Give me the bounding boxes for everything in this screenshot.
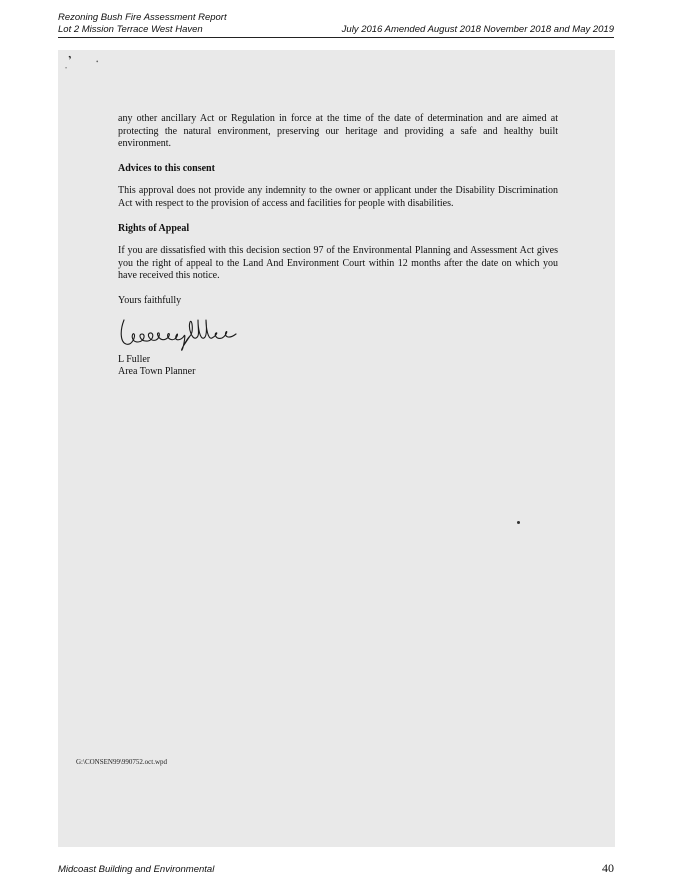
- report-dates: July 2016 Amended August 2018 November 2018 and May 2019: [341, 24, 614, 35]
- signer-name: L Fuller: [118, 353, 151, 365]
- intro-paragraph: any other ancillary Act or Regulation in force at the time of the date of determination and are aimed at protecting the natural environment, preserving our heritage and providing a safe and healthy built environment.: [118, 113, 558, 150]
- page-footer: [58, 861, 614, 876]
- handwritten-signature: [116, 312, 246, 352]
- report-header: [58, 12, 614, 38]
- report-title: Rezoning Bush Fire Assessment Report: [58, 12, 227, 23]
- appeal-paragraph: If you are dissatisfied with this decision section 97 of the Environmental Planning and Assessment Act gives you the right of appeal to the Land And Environment Court within 12 months after the date on which you have received this notice.: [118, 245, 558, 282]
- closing-salutation: Yours faithfully: [118, 294, 182, 306]
- appeal-heading: Rights of Appeal: [118, 222, 190, 234]
- scanned-letter-page: [58, 50, 615, 847]
- advice-paragraph: This approval does not provide any indemnity to the owner or applicant under the Disability Discrimination Act with respect to the provision of access and facilities for people with disabilities.: [118, 185, 558, 209]
- footer-company: Midcoast Building and Environmental: [58, 864, 215, 875]
- file-reference: G:\CONSEN99\990752.oct.wpd: [76, 758, 167, 766]
- letter-body: [118, 113, 558, 378]
- scan-artifact-mark: •: [65, 66, 68, 72]
- scan-artifact-mark: •: [96, 58, 99, 66]
- scan-artifact-mark: ’: [67, 53, 75, 67]
- page-number: 40: [602, 861, 614, 875]
- advice-heading: Advices to this consent: [118, 162, 215, 174]
- signer-title: Area Town Planner: [118, 365, 196, 377]
- report-subheader: [58, 24, 614, 38]
- scan-artifact-dot: [517, 521, 520, 524]
- report-site: Lot 2 Mission Terrace West Haven: [58, 24, 203, 35]
